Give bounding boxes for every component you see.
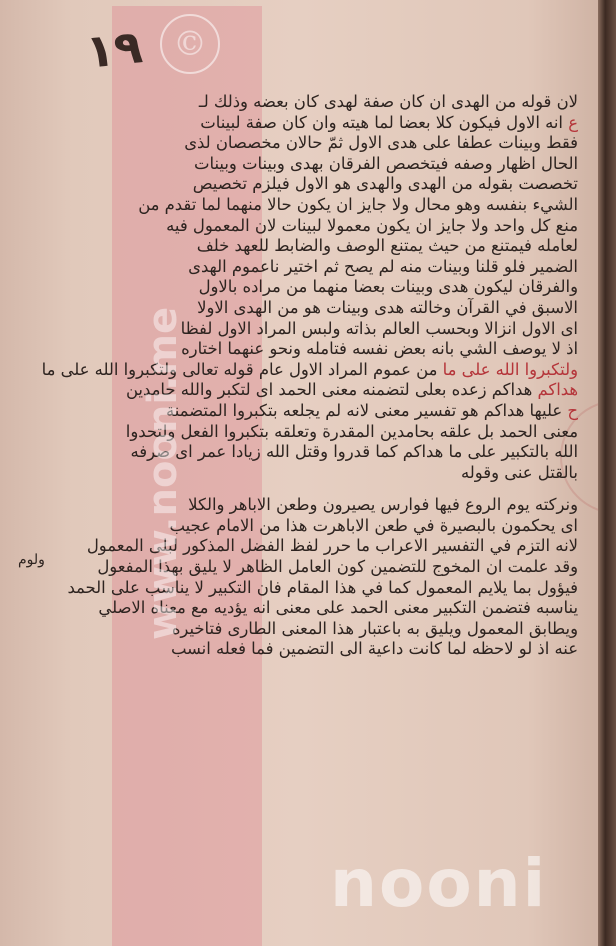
line-text: يناسبه فتضمن التكبير معنى الحمد على معنى انه يؤديه مع معناه الاصلي	[98, 598, 578, 618]
line-text: لعامله فيمتنع من حيث يمتنع الوصف والضابط للعهد خلف	[196, 236, 578, 256]
manuscript-line	[40, 236, 578, 257]
line-text: ويطابق المعمول ويليق به باعتبار هذا المعنى الطارى فتاخيره	[171, 618, 578, 638]
line-text: فيؤول بما يلايم المعمول كما في هذا المقام فان التكبير لا يناسب على الحمد	[67, 577, 578, 597]
manuscript-line	[40, 154, 578, 175]
manuscript-text	[40, 92, 578, 660]
manuscript-line	[40, 401, 578, 422]
manuscript-line	[40, 277, 578, 298]
text-section-bottom	[40, 495, 578, 660]
text-section-top	[40, 92, 578, 483]
manuscript-line	[40, 257, 578, 278]
line-text: معنى الحمد بل علقه بحامدين المقدرة وتعلقه بتكبروا الفعل ولتحدوا	[125, 421, 578, 441]
manuscript-line	[40, 319, 578, 340]
line-text: انه الاول فيكون كلا بعضا لما هيته وان كان صفة لبينات	[200, 112, 563, 132]
line-text: اى يحكمون بالبصيرة في طعن الاباهرت هذا من الامام عجيب	[169, 515, 578, 535]
manuscript-line	[40, 578, 578, 599]
manuscript-line	[40, 195, 578, 216]
rubric-text: ولتكبروا الله على ما	[442, 359, 578, 379]
rubric-text: هداكم	[537, 380, 578, 400]
line-text: منع كل واحد ولا جايز ان يكون معمولا لبينات لان المعمول فيه	[166, 215, 578, 235]
watermark-large: nooni	[330, 845, 548, 922]
line-text: الاسبق في القرآن وخالته هدى وبينات هو من الهدى الاولا	[197, 297, 578, 317]
section-gap	[40, 483, 578, 495]
line-text: اى الاول انزالا وبحسب العالم بذاته ولبس المراد الاول لفظا	[180, 318, 578, 338]
line-text: والفرقان ليكون هدى وبينات بعضا منهما من مراده بالاول	[198, 277, 578, 297]
rubric-text: ع	[568, 112, 578, 132]
line-text: هداكم زعده بعلى لتضمنه معنى الحمد اى لتكبر والله حامدين	[125, 380, 533, 400]
copyright-circle-icon	[160, 14, 220, 74]
folio-number: ١٩	[83, 19, 145, 79]
manuscript-line	[40, 380, 578, 401]
manuscript-line	[40, 495, 578, 516]
manuscript-line	[40, 598, 578, 619]
manuscript-line	[40, 422, 578, 443]
line-text: وقد علمت ان المخوج للتضمين كون العامل الظاهر لا يليق بهذا المفعول	[97, 557, 578, 577]
manuscript-line	[40, 557, 578, 578]
manuscript-line	[40, 639, 578, 660]
manuscript-line	[40, 619, 578, 640]
line-text: الحال اظهار وصفه فيتخصص الفرقان بهدى وبينات وبينات	[194, 153, 578, 173]
line-text: اذ لا يوصف الشي بانه بعض نفسه فتامله ونحو عنهما اختاره	[181, 339, 578, 359]
line-text: لان قوله من الهدى ان كان صفة لهدى كان بعضه وذلك لـ	[198, 92, 578, 111]
margin-note: ولوم	[18, 552, 45, 568]
line-text: الشيء بنفسه وهو محال ولا جايز ان يكون حالا منهما لما تقدم من	[138, 194, 578, 214]
line-text: الضمير فلو قلنا وبينات منه لم يصح ثم اختير ناعموم الهدى	[188, 256, 578, 276]
watermark-vertical: www.nooni.me	[140, 306, 186, 640]
line-text: عليها هداكم هو تفسير معنى لانه لم يجلعه بتكبروا المتضمنة	[165, 400, 563, 420]
line-text: عنه اذ لو لاحظه لما كانت داعية الى التضمين فما فعله انسب	[170, 639, 578, 659]
manuscript-line	[40, 536, 578, 557]
manuscript-line	[40, 360, 578, 381]
manuscript-line	[40, 113, 578, 134]
manuscript-line	[40, 133, 578, 154]
line-text: تخصصت بقوله من الهدى والهدى هو الاول فيلزم تخصيص	[192, 174, 578, 194]
manuscript-line	[40, 442, 578, 463]
line-text: لانه التزم في التفسير الاعراب ما حرر لفظ الفضل المذكور لبلى المعمول	[86, 536, 578, 556]
manuscript-line	[40, 339, 578, 360]
line-text: بالقتل عنى وقوله	[460, 462, 578, 482]
manuscript-line	[40, 92, 578, 113]
manuscript-line	[40, 298, 578, 319]
line-text: الله بالتكبير على ما هداكم كما قدروا وقتل الله زيادا عمر اى صرفه	[130, 442, 578, 462]
line-text: ونركته يوم الروع فيها فوارس يصيرون وطعن الاباهر والكلا	[188, 495, 578, 515]
rubric-text: ح	[567, 400, 578, 420]
line-text: من عموم المراد الاول عام قوله تعالى ولتكبروا الله على ما	[41, 359, 438, 379]
manuscript-line	[40, 516, 578, 537]
manuscript-line	[40, 216, 578, 237]
line-text: فقط وبينات عطفا على هدى الاول ثمّ حالان مخصصان لذى	[184, 133, 578, 153]
manuscript-line	[40, 174, 578, 195]
page-edge	[598, 0, 616, 946]
manuscript-line	[40, 463, 578, 484]
